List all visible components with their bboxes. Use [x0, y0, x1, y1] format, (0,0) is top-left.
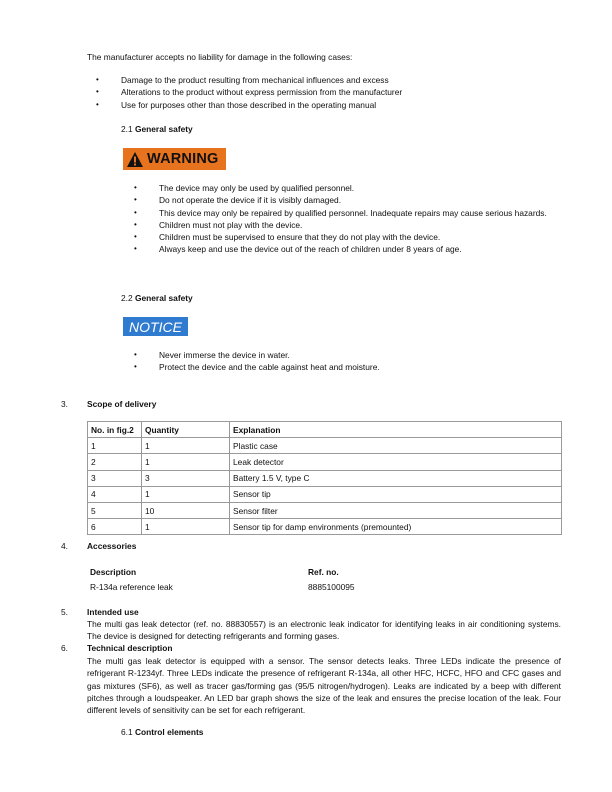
column-header: No. in fig.2 [88, 422, 142, 438]
table-row [88, 438, 562, 454]
table-row [88, 486, 562, 502]
table-cell: 6 [88, 519, 142, 535]
delivery-table [87, 421, 562, 535]
table-cell: Plastic case [230, 438, 562, 454]
table-row [88, 502, 562, 518]
notice-badge [123, 317, 188, 336]
section-number-5: 5. [61, 607, 68, 617]
warning-list [134, 182, 561, 256]
section-title-4: Accessories [87, 541, 137, 551]
list-item: • Children must not play with the device. [134, 219, 303, 230]
table-row [88, 454, 562, 470]
accessory-ref-number: 8885100095 [308, 582, 355, 592]
warning-label: WARNING [147, 151, 219, 167]
list-item: • The device may only be used by qualified personnel. [134, 183, 355, 193]
table-row [88, 470, 562, 486]
table-cell: 1 [142, 486, 230, 502]
warning-badge [123, 148, 226, 170]
accessories-header-description: Description [90, 567, 137, 577]
list-item: • Protect the device and the cable against heat and moisture. [134, 362, 380, 373]
table-cell: 1 [88, 438, 142, 454]
notice-list [134, 349, 561, 374]
list-item: • Use for purposes other than those described in the operating manual [96, 99, 377, 110]
liability-list [96, 74, 561, 111]
table-header-row [88, 422, 562, 438]
section-heading-2-2: 2.2 General safety [121, 293, 193, 303]
section-title-6: Technical description [87, 643, 173, 653]
table-cell: 3 [142, 470, 230, 486]
column-header: Explanation [230, 422, 562, 438]
table-cell: Sensor filter [230, 502, 562, 518]
table-row [88, 519, 562, 535]
warning-triangle-icon [126, 151, 144, 168]
column-header: Quantity [142, 422, 230, 438]
section-title-5: Intended use [87, 607, 139, 617]
table-cell: 3 [88, 470, 142, 486]
list-item: • Do not operate the device if it is visibly damaged. [134, 195, 342, 206]
table-cell: 4 [88, 486, 142, 502]
notice-label: NOTICE [129, 318, 182, 335]
table-cell: Battery 1.5 V, type C [230, 470, 562, 486]
table-cell: 5 [88, 502, 142, 518]
section-heading-6-1: 6.1 Control elements [121, 727, 204, 737]
table-cell: 1 [142, 438, 230, 454]
accessories-header-ref: Ref. no. [308, 567, 339, 577]
section-number-3: 3. [61, 399, 68, 409]
table-cell: Sensor tip for damp environments (premounted) [230, 519, 562, 535]
table-cell: 1 [142, 454, 230, 470]
list-item: • Alterations to the product without express permission from the manufacturer [96, 87, 403, 98]
table-cell: Sensor tip [230, 486, 562, 502]
table-cell: 2 [88, 454, 142, 470]
list-item: • Damage to the product resulting from mechanical influences and excess [96, 75, 389, 85]
section-body-6: The multi gas leak detector is equipped with a sensor. The sensor detects leaks. Three LEDs indicate the presence of refrigerant R-1234yf. Three LEDs indicate the presence of refrigerant R-134a, all other HFC, HCFC, HFO and CFC gases and gas mixtures (SF6), as well as tracer gas/forming gas (95/5 nitrogen/hydrogen). Leaks are indicated by a beep with different pitches through a loudspeaker. An LED bar graph shows the size of the leak and ensures the precise location of the leak. Four different levels of sensitivity can be set for each refrigerant. [87, 656, 561, 716]
section-body-5: The multi gas leak detector (ref. no. 88830557) is an electronic leak indicator for identifying leaks in air conditioning systems. The device is designed for detecting refrigerants and forming gases. [87, 619, 561, 642]
list-item: • Never immerse the device in water. [134, 350, 290, 360]
section-title-3: Scope of delivery [87, 399, 157, 409]
list-item: • This device may only be repaired by qualified personnel. Inadequate repairs may cause serious hazards. [134, 207, 547, 218]
accessory-description: R-134a reference leak [90, 582, 173, 592]
list-item: • Always keep and use the device out of the reach of children under 8 years of age. [134, 244, 462, 255]
table-cell: 10 [142, 502, 230, 518]
table-cell: 1 [142, 519, 230, 535]
list-item: • Children must be supervised to ensure that they do not play with the device. [134, 232, 441, 243]
section-number-4: 4. [61, 541, 68, 551]
table-cell: Leak detector [230, 454, 562, 470]
section-heading-2-1: 2.1 General safety [121, 124, 193, 134]
section-number-6: 6. [61, 643, 68, 653]
intro-text: The manufacturer accepts no liability for damage in the following cases: [87, 52, 353, 62]
